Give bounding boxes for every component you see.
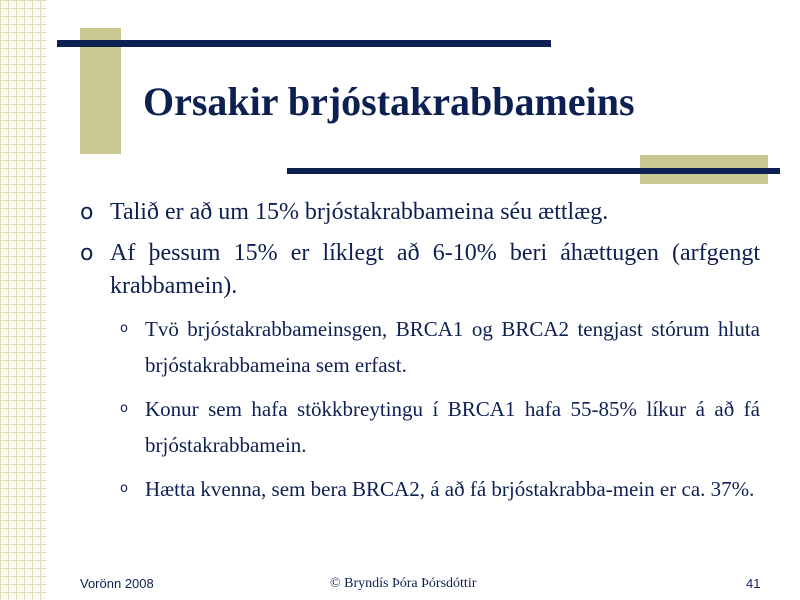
footer-page-number: 41 (746, 576, 761, 591)
footer-author: © Bryndís Þóra Þórsdóttir (330, 576, 477, 591)
bullet-item (80, 196, 760, 229)
sub-bullet-item (120, 391, 760, 463)
sub-bullet-marker: o (120, 401, 128, 416)
bullet-marker: o (80, 241, 94, 266)
bullet-marker: o (80, 200, 94, 225)
slide-title: Orsakir brjóstakrabbameins (143, 79, 635, 124)
bullet-item (80, 237, 760, 303)
sub-bullet-text: Hætta kvenna, sem bera BRCA2, á að fá brjóstakrabba-mein er ca. 37%. (145, 477, 755, 501)
bullet-list (80, 196, 760, 515)
footer-semester: Vorönn 2008 (80, 576, 154, 591)
sub-bullet-marker: o (120, 321, 128, 336)
bullet-text: Talið er að um 15% brjóstakrabbameina séu ættlæg. (110, 199, 609, 225)
sub-bullet-item (120, 311, 760, 383)
sub-bullet-text: Tvö brjóstakrabbameinsgen, BRCA1 og BRCA2 tengjast stórum hluta brjóstakrabbameina sem erfast. (145, 317, 760, 377)
title-top-rule (57, 40, 551, 47)
side-grid-decoration (0, 0, 46, 600)
title-bottom-rule (287, 168, 780, 174)
sub-bullet-item (120, 471, 760, 507)
sub-bullet-text: Konur sem hafa stökkbreytingu í BRCA1 hafa 55-85% líkur á að fá brjóstakrabbamein. (145, 397, 760, 457)
bullet-text: Af þessum 15% er líklegt að 6-10% beri áhættugen (arfgengt krabbamein). (110, 240, 760, 299)
sub-bullet-marker: o (120, 481, 128, 496)
